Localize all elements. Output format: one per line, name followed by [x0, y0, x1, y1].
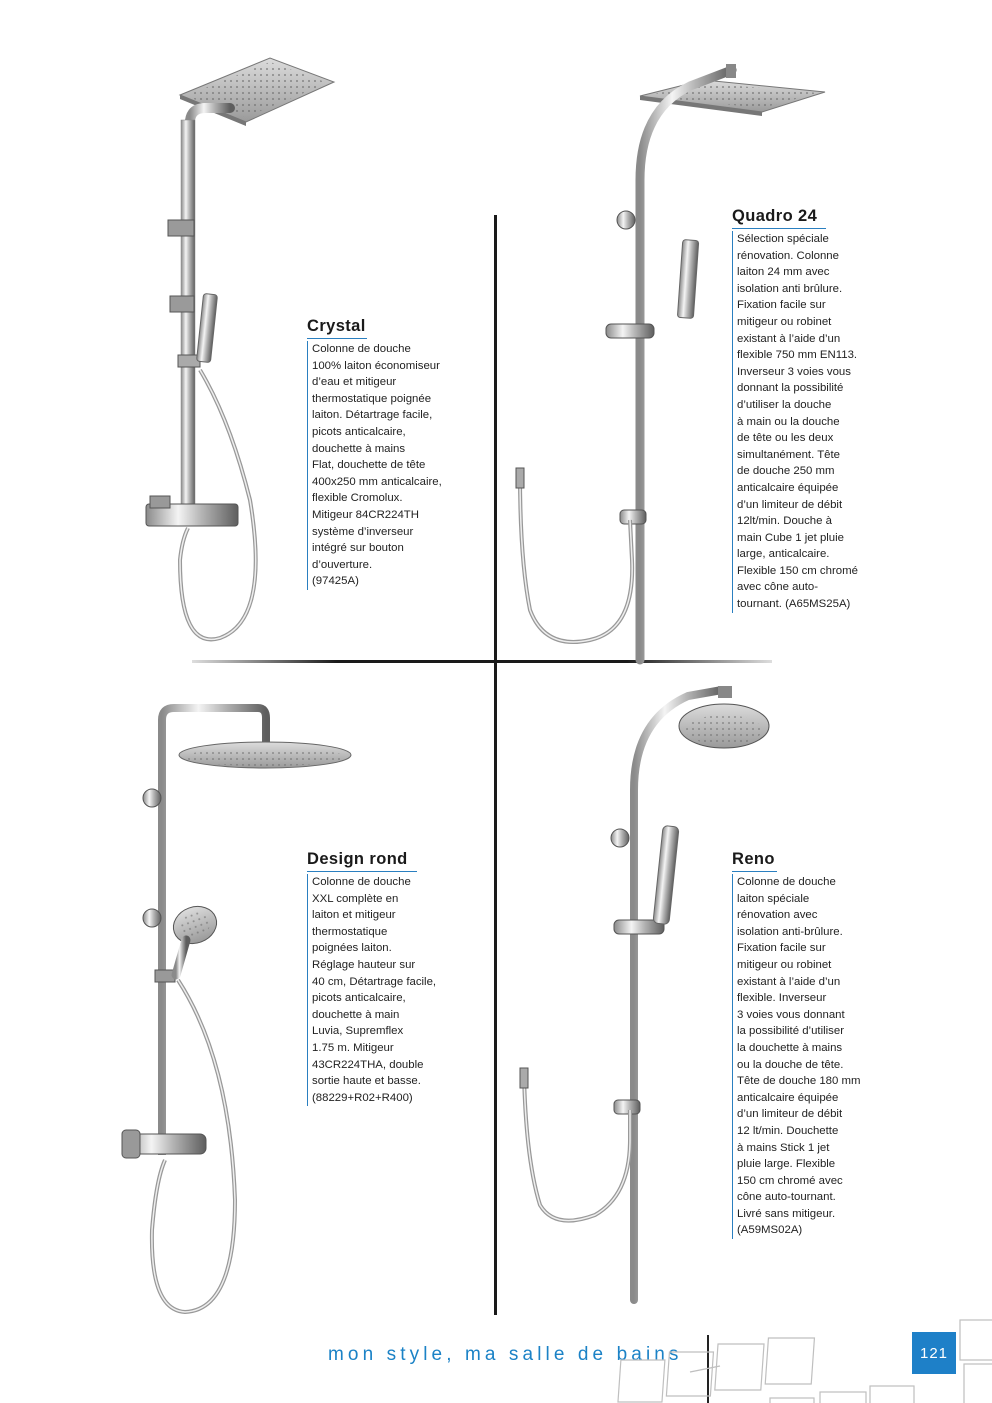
product-description: Colonne de douche laiton spéciale rénovation avec isolation anti-brûlure. Fixation facile sur mitigeur ou robinet existant à l’aide d’un flexible. Inverseur 3 voies vous donnant la possibilité d’utiliser la douchette à mains ou la douche de tête. Tête de douche 180 mm anticalcaire équipée d’un limiteur de débit 12 lt/min. Douchette à mains Stick 1 jet pluie large. Flexible 150 cm chromé avec cône auto-tournant. Livré sans mitigeur. (A59MS02A) [732, 874, 907, 1239]
product-quadro-24 [732, 207, 907, 613]
product-description: Colonne de douche XXL complète en laiton et mitigeur thermostatique poignées laiton. Réglage hauteur sur 40 cm, Détartrage facile, picots anticalcaire, douchette à main Luvia, Supremflex 1.75 m. Mitigeur 43CR224THA, double sortie haute et basse. (88229+R02+R400) [307, 874, 482, 1106]
page-number: 121 [912, 1332, 956, 1374]
product-design-rond [307, 850, 482, 1106]
product-description: Sélection spéciale rénovation. Colonne laiton 24 mm avec isolation anti brûlure. Fixation facile sur mitigeur ou robinet existant à l’aide d’un flexible 750 mm EN113. Inverseur 3 voies vous donnant la possibilité d’utiliser la douche à main ou la douche de tête ou les deux simultanément. Tête de douche 250 mm anticalcaire équipée d’un limiteur de débit 12lt/min. Douche à main Cube 1 jet pluie large, anticalcaire. Flexible 150 cm chromé avec cône auto- tournant. (A65MS25A) [732, 231, 907, 613]
product-title: Crystal [307, 317, 366, 335]
title-underline [307, 338, 367, 339]
vertical-divider [494, 215, 497, 1315]
product-title: Design rond [307, 850, 408, 868]
title-underline [307, 871, 417, 872]
product-crystal [307, 317, 482, 590]
title-underline [732, 871, 777, 872]
product-description: Colonne de douche 100% laiton économiseur d’eau et mitigeur thermostatique poignée laiton. Détartrage facile, picots anticalcaire, douchette à mains Flat, douchette de tête 400x250 mm anticalcaire, flexible Cromolux. Mitigeur 84CR224TH système d’inverseur intégré sur bouton d’ouverture. (97425A) [307, 341, 482, 590]
product-title: Reno [732, 850, 775, 868]
horizontal-divider [192, 660, 772, 663]
footer-divider [707, 1335, 709, 1403]
title-underline [732, 228, 826, 229]
product-reno [732, 850, 907, 1239]
product-title: Quadro 24 [732, 207, 818, 225]
footer-tagline: mon style, ma salle de bains [328, 1344, 683, 1365]
